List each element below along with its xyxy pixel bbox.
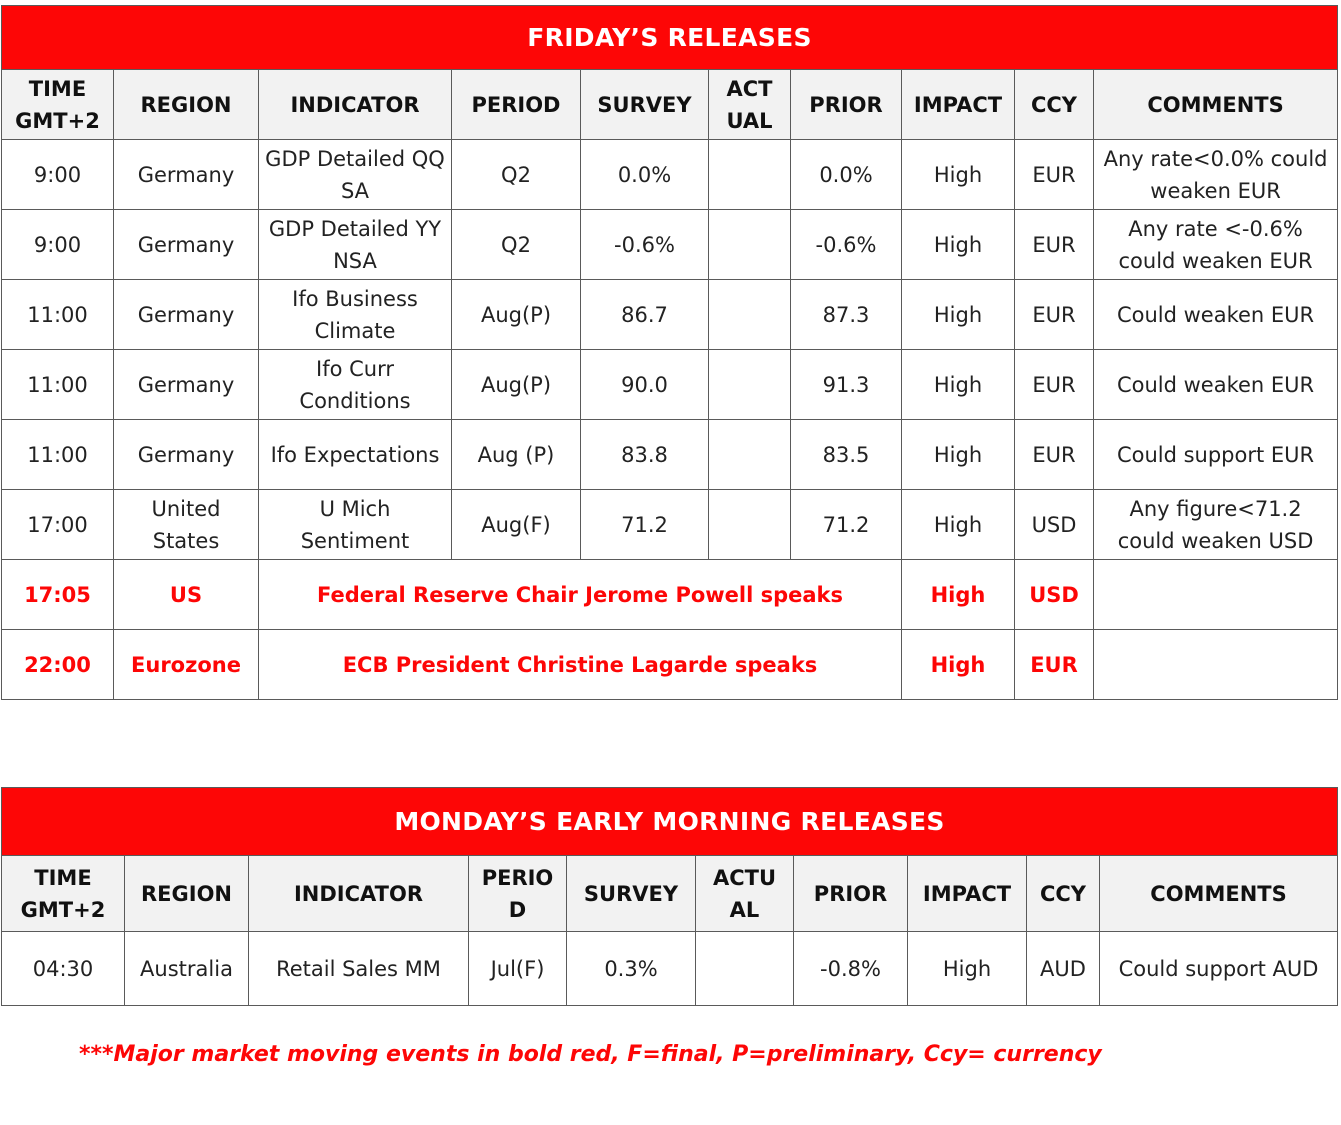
cell-ccy: USD (1015, 490, 1094, 560)
cell-period: Aug(P) (452, 280, 581, 350)
cell-prior: 71.2 (791, 490, 902, 560)
header-region: REGION (114, 70, 259, 140)
cell-actual (709, 280, 791, 350)
cell-region: Germany (114, 140, 259, 210)
cell-time: 11:00 (2, 350, 114, 420)
header-region: REGION (125, 856, 249, 932)
header-comments: COMMENTS (1094, 70, 1338, 140)
cell-prior: 87.3 (791, 280, 902, 350)
cell-region: Australia (125, 932, 249, 1006)
table-row (2, 420, 1338, 490)
header-comments: COMMENTS (1100, 856, 1338, 932)
header-ccy: CCY (1027, 856, 1100, 932)
cell-indicator: Ifo Business Climate (259, 280, 452, 350)
table-row (2, 490, 1338, 560)
monday-releases-table (1, 787, 1338, 1006)
cell-period: Jul(F) (469, 932, 567, 1006)
cell-survey: -0.6% (581, 210, 709, 280)
cell-region: Germany (114, 350, 259, 420)
header-survey: SURVEY (567, 856, 696, 932)
header-prior: PRIOR (791, 70, 902, 140)
cell-time: 9:00 (2, 140, 114, 210)
cell-indicator: Ifo Curr Conditions (259, 350, 452, 420)
cell-region: US (114, 560, 259, 630)
cell-comments: Any figure<71.2 could weaken USD (1094, 490, 1338, 560)
cell-time: 17:05 (2, 560, 114, 630)
table-row (2, 280, 1338, 350)
cell-period: Aug(P) (452, 350, 581, 420)
table-row (2, 210, 1338, 280)
cell-ccy: EUR (1015, 140, 1094, 210)
cell-impact: High (908, 932, 1027, 1006)
cell-impact: High (902, 630, 1015, 700)
cell-impact: High (902, 350, 1015, 420)
cell-impact: High (902, 560, 1015, 630)
header-actual: ACT UAL (709, 70, 791, 140)
monday-title: MONDAY’S EARLY MORNING RELEASES (2, 788, 1338, 856)
friday-table-body (2, 6, 1338, 700)
cell-comments (1094, 630, 1338, 700)
cell-prior: 91.3 (791, 350, 902, 420)
header-actual: ACTU AL (696, 856, 794, 932)
cell-impact: High (902, 140, 1015, 210)
cell-survey: 86.7 (581, 280, 709, 350)
cell-prior: -0.6% (791, 210, 902, 280)
cell-comments: Could weaken EUR (1094, 280, 1338, 350)
cell-ccy: EUR (1015, 210, 1094, 280)
cell-period: Q2 (452, 210, 581, 280)
cell-indicator: GDP Detailed QQ SA (259, 140, 452, 210)
cell-actual (709, 140, 791, 210)
header-survey: SURVEY (581, 70, 709, 140)
cell-period: Aug(F) (452, 490, 581, 560)
cell-region: Germany (114, 210, 259, 280)
header-prior: PRIOR (794, 856, 908, 932)
header-period: PERIO D (469, 856, 567, 932)
cell-survey: 0.3% (567, 932, 696, 1006)
cell-event: ECB President Christine Lagarde speaks (259, 630, 902, 700)
monday-header-row (2, 856, 1338, 932)
cell-comments: Could weaken EUR (1094, 350, 1338, 420)
header-time: TIME GMT+2 (2, 856, 125, 932)
cell-impact: High (902, 280, 1015, 350)
cell-impact: High (902, 420, 1015, 490)
cell-actual (709, 420, 791, 490)
cell-indicator: Retail Sales MM (249, 932, 469, 1006)
header-time: TIME GMT+2 (2, 70, 114, 140)
cell-actual (709, 210, 791, 280)
cell-time: 11:00 (2, 280, 114, 350)
cell-time: 04:30 (2, 932, 125, 1006)
cell-ccy: EUR (1015, 280, 1094, 350)
cell-survey: 71.2 (581, 490, 709, 560)
footnote: ***Major market moving events in bold red, F=final, P=preliminary, Ccy= currency (79, 1042, 1102, 1067)
cell-period: Aug (P) (452, 420, 581, 490)
cell-comments: Could support EUR (1094, 420, 1338, 490)
cell-region: Germany (114, 280, 259, 350)
header-indicator: INDICATOR (259, 70, 452, 140)
friday-releases-table (1, 5, 1338, 700)
cell-indicator: Ifo Expectations (259, 420, 452, 490)
cell-indicator: U Mich Sentiment (259, 490, 452, 560)
cell-comments: Any rate<0.0% could weaken EUR (1094, 140, 1338, 210)
major-event-row (2, 630, 1338, 700)
cell-time: 9:00 (2, 210, 114, 280)
cell-survey: 0.0% (581, 140, 709, 210)
friday-title: FRIDAY’S RELEASES (2, 6, 1338, 70)
cell-comments (1094, 560, 1338, 630)
cell-actual (696, 932, 794, 1006)
cell-ccy: EUR (1015, 420, 1094, 490)
header-indicator: INDICATOR (249, 856, 469, 932)
cell-comments: Could support AUD (1100, 932, 1338, 1006)
cell-time: 17:00 (2, 490, 114, 560)
cell-impact: High (902, 210, 1015, 280)
cell-region: Germany (114, 420, 259, 490)
cell-survey: 90.0 (581, 350, 709, 420)
header-impact: IMPACT (902, 70, 1015, 140)
cell-ccy: EUR (1015, 350, 1094, 420)
cell-ccy: AUD (1027, 932, 1100, 1006)
cell-prior: -0.8% (794, 932, 908, 1006)
cell-indicator: GDP Detailed YY NSA (259, 210, 452, 280)
cell-time: 22:00 (2, 630, 114, 700)
cell-actual (709, 490, 791, 560)
cell-event: Federal Reserve Chair Jerome Powell speaks (259, 560, 902, 630)
cell-comments: Any rate <-0.6% could weaken EUR (1094, 210, 1338, 280)
cell-actual (709, 350, 791, 420)
cell-time: 11:00 (2, 420, 114, 490)
major-event-row (2, 560, 1338, 630)
cell-ccy: USD (1015, 560, 1094, 630)
header-period: PERIOD (452, 70, 581, 140)
header-ccy: CCY (1015, 70, 1094, 140)
cell-region: Eurozone (114, 630, 259, 700)
cell-ccy: EUR (1015, 630, 1094, 700)
cell-impact: High (902, 490, 1015, 560)
table-row (2, 350, 1338, 420)
cell-period: Q2 (452, 140, 581, 210)
cell-prior: 0.0% (791, 140, 902, 210)
cell-prior: 83.5 (791, 420, 902, 490)
cell-survey: 83.8 (581, 420, 709, 490)
table-row (2, 932, 1338, 1006)
monday-table-body (2, 788, 1338, 1006)
header-impact: IMPACT (908, 856, 1027, 932)
table-row (2, 140, 1338, 210)
friday-header-row (2, 70, 1338, 140)
cell-region: United States (114, 490, 259, 560)
